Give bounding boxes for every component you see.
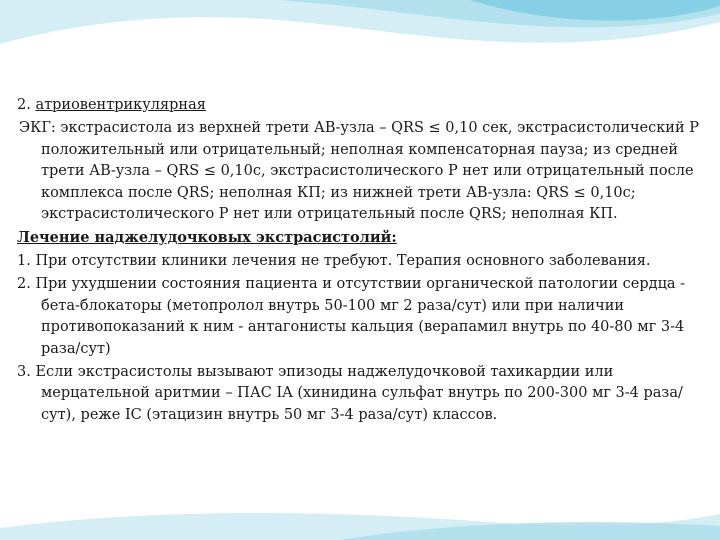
list-item: 1. При отсутствии клиники лечения не требуют. Терапия основного заболевания. [17, 253, 651, 269]
bottom-wave-light [0, 513, 720, 540]
top-wave-light [0, 0, 720, 44]
treatment-heading [17, 227, 705, 250]
section-heading [17, 95, 705, 117]
ecg-paragraph: ЭКГ: экстрасистола из верхней трети АВ-узла – QRS ≤ 0,10 сек, экстрасистолический Р положительный или отрицательный; неполная компенсаторная пауза; из средней трети АВ-узла – QRS ≤ 0,10с, экстрасистолического Р нет или отрицательный после комплекса после QRS; неполная КП; из нижней трети АВ-узла: QRS ≤ 0,10с; экстрасистолического Р нет или отрицательный после QRS; неполная КП. [19, 120, 699, 222]
list-item: 3. Если экстрасистолы вызывают эпизоды наджелудочковой тахикардии или мерцательной аритмии – ПАС IA (хинидина сульфат внутрь по 200-300 мг 3-4 раза/сут), реже IC (этацизин внутрь 50 мг 3-4 раза/сут) классов. [17, 363, 683, 423]
treatment-heading-text: Лечение наджелудочковых экстрасистолий: [17, 229, 397, 246]
top-wave-mid [280, 0, 720, 27]
slide-body [17, 95, 705, 428]
section-number: 2. [17, 97, 31, 113]
bottom-wave-mid [340, 522, 720, 540]
list-item: 2. При ухудшении состояния пациента и отсутствии органической патологии сердца - бета-блокаторы (метопролол внутрь 50-100 мг 2 раза/сут) или при наличии противопоказаний к ним - антагонисты кальция (верапамил внутрь по 40-80 мг 3-4 раза/сут) [17, 276, 686, 357]
top-wave-accent [470, 0, 720, 21]
section-title: атриовентрикулярная [35, 97, 206, 113]
